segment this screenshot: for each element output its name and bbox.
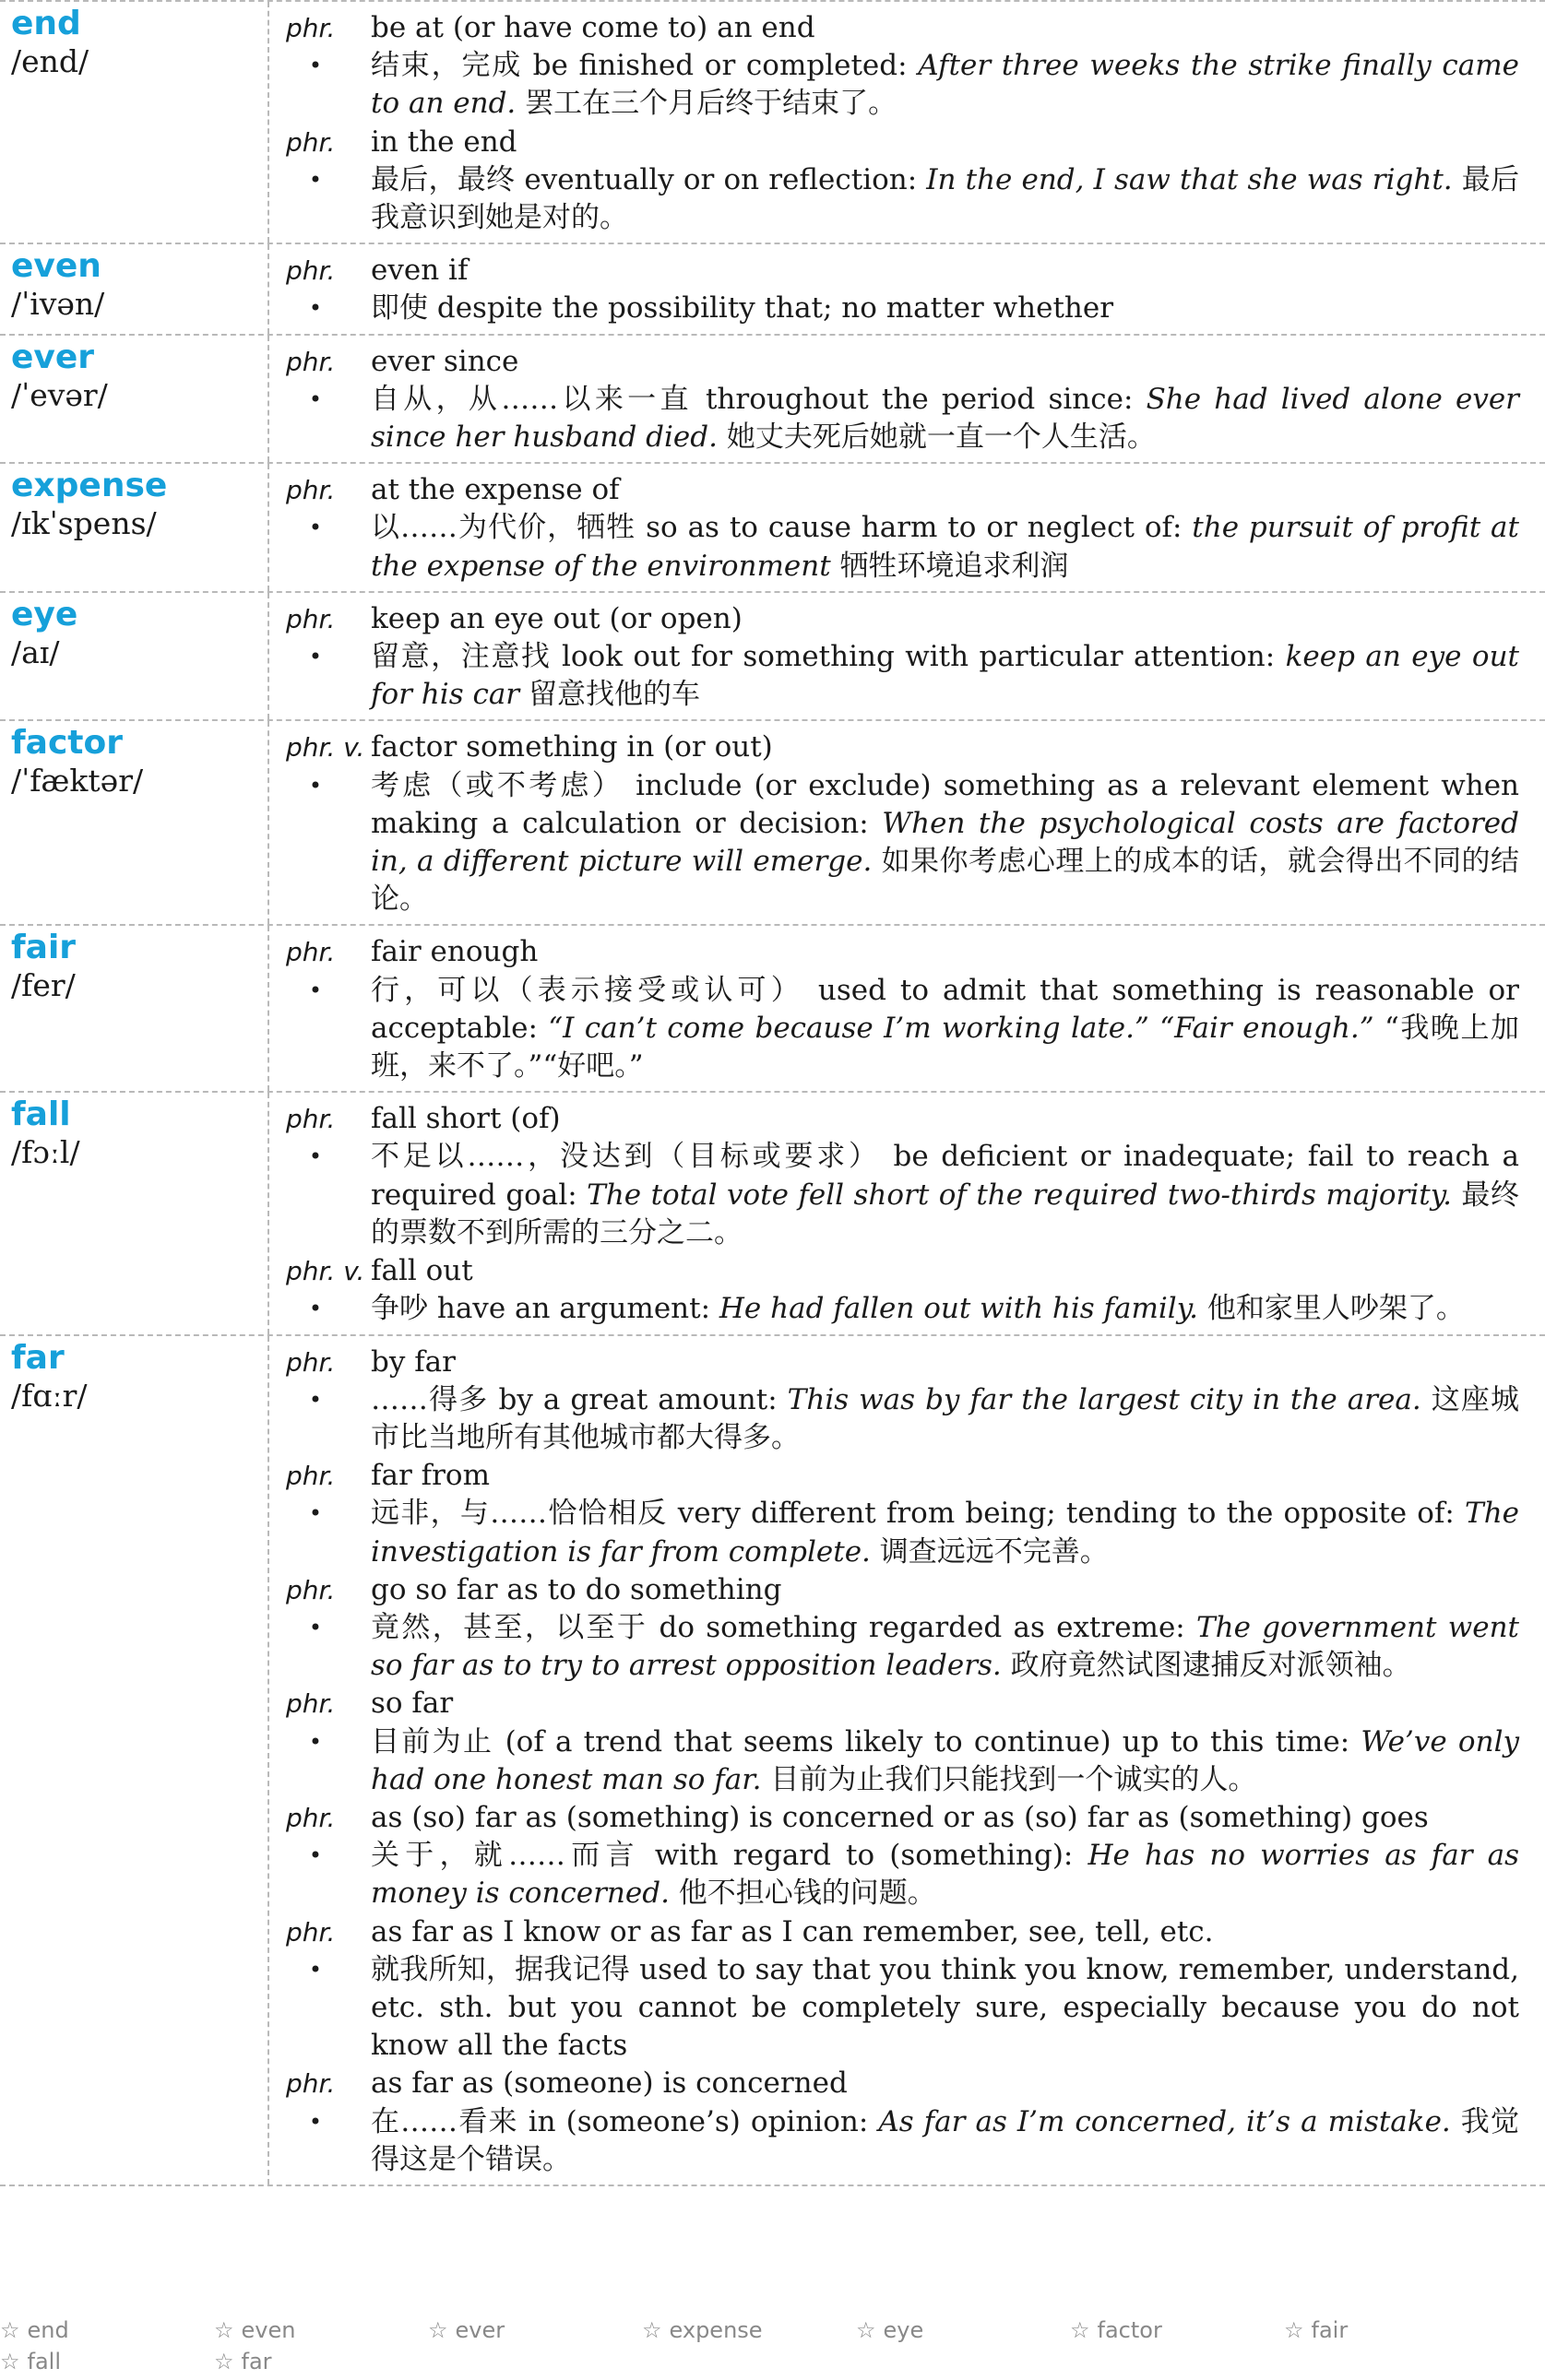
example-sentence: The total vote fell short of the required two-thirds majority. xyxy=(587,1178,1452,1212)
english-definition: be deficient or inadequate; fail to reach a required goal: xyxy=(371,1140,1520,1212)
definition-row xyxy=(286,509,1519,585)
phrase: keep an eye out (or open) xyxy=(371,601,743,635)
part-of-speech-tag: phr. xyxy=(286,937,336,968)
phrase: ever since xyxy=(371,344,519,378)
part-of-speech-tag: phr. xyxy=(286,346,336,377)
entry-far xyxy=(0,1336,1545,2186)
phrase: fall short (of) xyxy=(371,1102,561,1136)
headword: far xyxy=(11,1338,65,1377)
sense-list xyxy=(269,1093,1545,1333)
phrase-row xyxy=(286,1685,1519,1723)
star-icon: ☆ xyxy=(214,2317,234,2343)
part-of-speech-tag: phr. xyxy=(286,2068,336,2100)
chinese-gloss: 最后，最终 xyxy=(371,162,516,196)
example-sentence: the pursuit of profit at the expense of the environment xyxy=(371,511,1519,583)
definition xyxy=(371,767,1519,919)
sense-list xyxy=(269,464,1545,591)
star-icon: ☆ xyxy=(0,2317,20,2343)
example-sentence: keep an eye out for his car xyxy=(371,640,1520,712)
headword-cell xyxy=(0,2,269,243)
headword-cell xyxy=(0,1093,269,1333)
phrase: as far as I know or as far as I can remember, see, tell, etc. xyxy=(371,1914,1214,1948)
pronunciation: /fer/ xyxy=(11,967,76,1004)
footer-link-label[interactable]: end xyxy=(27,2317,69,2343)
definition xyxy=(371,161,1519,237)
phrase-row xyxy=(286,1457,1519,1495)
bullet-icon: • xyxy=(308,515,323,541)
definition xyxy=(371,1138,1519,1252)
footer-link-label[interactable]: fair xyxy=(1311,2317,1349,2343)
definition-row xyxy=(286,381,1519,456)
bullet-icon: • xyxy=(308,295,323,322)
definition xyxy=(371,972,1519,1086)
chinese-gloss: 行，可以（表示接受或认可） xyxy=(371,973,804,1007)
footer-link-expense[interactable] xyxy=(642,2315,856,2346)
footer-link-label[interactable]: ever xyxy=(455,2317,505,2343)
phrase: at the expense of xyxy=(371,473,620,507)
definition-row xyxy=(286,1951,1519,2066)
star-icon: ☆ xyxy=(1070,2317,1090,2343)
footer-link-label[interactable]: expense xyxy=(669,2317,763,2343)
phrase: fair enough xyxy=(371,935,539,969)
example-sentence: “I can’t come because I’m working late.” “Fair enough.” xyxy=(548,1011,1374,1045)
example-translation: 目前为止我们只能找到一个诚实的人。 xyxy=(761,1762,1257,1796)
definition-row xyxy=(286,1381,1519,1457)
footer-links xyxy=(0,2315,1545,2377)
sense-list xyxy=(269,721,1545,924)
definition-row xyxy=(286,972,1519,1086)
part-of-speech-tag: phr. xyxy=(286,255,336,287)
phrase: by far xyxy=(371,1344,456,1379)
example-translation: 他和家里人吵架了。 xyxy=(1197,1292,1465,1326)
footer-link-label[interactable]: far xyxy=(241,2349,272,2374)
chinese-gloss: 争吵 xyxy=(371,1292,428,1326)
bullet-icon: • xyxy=(308,1500,323,1527)
definition-row xyxy=(286,1495,1519,1570)
phrase-row xyxy=(286,728,1519,766)
pronunciation: /end/ xyxy=(11,43,89,79)
example-translation: 留意找他的车 xyxy=(519,678,700,712)
star-icon: ☆ xyxy=(1284,2317,1304,2343)
pronunciation: /aɪ/ xyxy=(11,633,60,670)
star-icon: ☆ xyxy=(856,2317,876,2343)
phrase: factor something in (or out) xyxy=(371,730,773,764)
footer-link-label[interactable]: eye xyxy=(883,2317,924,2343)
pronunciation: /fɑːr/ xyxy=(11,1377,88,1414)
example-sentence: We’ve only had one honest man so far. xyxy=(371,1724,1519,1796)
pronunciation: /fɔːl/ xyxy=(11,1134,80,1171)
english-definition: so as to cause harm to or neglect of: xyxy=(636,511,1193,545)
example-translation: 她丈夫死后她就一直一个人生活。 xyxy=(717,420,1156,455)
footer-index xyxy=(0,2315,1545,2377)
entry-expense xyxy=(0,464,1545,593)
phrase-row xyxy=(286,1913,1519,1951)
footer-link-fair[interactable] xyxy=(1284,2315,1498,2346)
part-of-speech-tag: phr. xyxy=(286,1802,336,1833)
definition xyxy=(371,1837,1519,1912)
bullet-icon: • xyxy=(308,166,323,193)
chinese-gloss: 不足以……，没达到（目标或要求） xyxy=(371,1140,881,1174)
headword-cell xyxy=(0,464,269,591)
sense-list xyxy=(269,244,1545,333)
english-definition: throughout the period since: xyxy=(692,382,1147,416)
phrase-row xyxy=(286,1344,1519,1381)
bullet-icon: • xyxy=(308,1143,323,1170)
headword-cell xyxy=(0,244,269,333)
phrase: even if xyxy=(371,254,469,288)
chinese-gloss: 考虑（或不考虑） xyxy=(371,768,624,802)
bullet-icon: • xyxy=(308,1386,323,1413)
phrase: be at (or have come to) an end xyxy=(371,11,815,44)
pronunciation: /ˈivən/ xyxy=(11,286,105,323)
footer-link-far[interactable] xyxy=(214,2346,428,2377)
bullet-icon: • xyxy=(308,1842,323,1869)
footer-link-end[interactable] xyxy=(0,2315,214,2346)
headword: expense xyxy=(11,467,168,505)
headword: end xyxy=(11,5,81,42)
definition xyxy=(371,1381,1519,1457)
english-definition: (of a trend that seems likely to continue) up to this time: xyxy=(493,1724,1361,1758)
chinese-gloss: 关于，就……而言 xyxy=(371,1839,640,1873)
headword-cell xyxy=(0,926,269,1091)
pronunciation: /ˈevər/ xyxy=(11,376,108,413)
definition-row xyxy=(286,1723,1519,1799)
part-of-speech-tag: phr. xyxy=(286,475,336,506)
headword: eye xyxy=(11,595,78,633)
example-sentence: The investigation is far from complete. xyxy=(371,1497,1520,1569)
english-definition: despite the possibility that; no matter whether xyxy=(428,291,1114,326)
definition-row xyxy=(286,638,1519,714)
english-definition: include (or exclude) something as a relevant element when making a calculation or decision: xyxy=(371,768,1519,840)
headword: factor xyxy=(11,724,123,763)
footer-link-factor[interactable] xyxy=(1070,2315,1284,2346)
phrase-row xyxy=(286,933,1519,971)
headword-cell xyxy=(0,336,269,463)
sense-list xyxy=(269,926,1545,1091)
headword: even xyxy=(11,247,101,286)
example-translation: 牺牲环境追求利润 xyxy=(830,549,1069,583)
entry-eye xyxy=(0,593,1545,722)
definition xyxy=(371,1951,1519,2066)
english-definition: be finished or completed: xyxy=(522,49,919,83)
sense-list xyxy=(269,336,1545,463)
part-of-speech-tag: phr. xyxy=(286,603,336,634)
phrase-row xyxy=(286,343,1519,381)
chinese-gloss: 结束，完成 xyxy=(371,49,523,83)
headword-cell xyxy=(0,593,269,720)
bullet-icon: • xyxy=(308,1728,323,1755)
phrase: far from xyxy=(371,1459,490,1493)
part-of-speech-tag: phr. v. xyxy=(286,732,365,764)
footer-link-label[interactable]: factor xyxy=(1097,2317,1162,2343)
english-definition: eventually or on reflection: xyxy=(515,162,927,196)
star-icon: ☆ xyxy=(214,2349,234,2374)
headword-cell xyxy=(0,721,269,924)
example-sentence: This was by far the largest city in the area. xyxy=(787,1382,1421,1416)
example-translation: 如果你考虑心理上的成本的话，就会得出不同的结论。 xyxy=(371,845,1519,917)
example-translation: 调查远远不完善。 xyxy=(870,1534,1109,1569)
english-definition: used to say that you think you know, remember, understand, etc. sth. but you cannot be completely sure, especially because you do not know all the facts xyxy=(371,1952,1520,2063)
pronunciation: /ˈfæktər/ xyxy=(11,763,144,799)
phrase: as (so) far as (something) is concerned or as (so) far as (something) goes xyxy=(371,1800,1429,1834)
english-definition: in (someone’s) opinion: xyxy=(517,2104,879,2138)
entry-fall xyxy=(0,1093,1545,1335)
entry-end xyxy=(0,0,1545,244)
definition-row xyxy=(286,47,1519,123)
bullet-icon: • xyxy=(308,385,323,412)
part-of-speech-tag: phr. xyxy=(286,1574,336,1605)
english-definition: look out for something with particular attention: xyxy=(551,640,1286,674)
definition-row xyxy=(286,2103,1519,2179)
chinese-gloss: 自从，从……以来一直 xyxy=(371,382,693,416)
chinese-gloss: 在……看来 xyxy=(371,2104,518,2138)
example-sentence: When the psychological costs are factored in, a different picture will emerge. xyxy=(371,806,1519,879)
chinese-gloss: ……得多 xyxy=(371,1382,489,1416)
phrase-row xyxy=(286,600,1519,638)
footer-link-ever[interactable] xyxy=(428,2315,642,2346)
entry-factor xyxy=(0,721,1545,926)
phrase-row xyxy=(286,9,1519,47)
example-sentence: He had fallen out with his family. xyxy=(719,1292,1198,1326)
phrase-row xyxy=(286,1799,1519,1837)
part-of-speech-tag: phr. xyxy=(286,1461,336,1492)
example-translation: “我晚上加班，来不了。”“好吧。” xyxy=(371,1011,1520,1083)
example-translation: 他不担心钱的问题。 xyxy=(669,1877,936,1911)
footer-link-fall[interactable] xyxy=(0,2346,214,2377)
example-sentence: After three weeks the strike finally came to an end. xyxy=(371,49,1519,121)
bullet-icon: • xyxy=(308,772,323,799)
example-sentence: She had lived alone ever since her husband died. xyxy=(371,382,1519,455)
english-definition: do something regarded as extreme: xyxy=(648,1610,1196,1644)
part-of-speech-tag: phr. xyxy=(286,13,336,43)
example-translation: 罢工在三个月后终于结束了。 xyxy=(516,87,897,121)
bullet-icon: • xyxy=(308,2108,323,2135)
entry-ever xyxy=(0,336,1545,465)
definition xyxy=(371,509,1519,585)
entry-fair xyxy=(0,926,1545,1093)
chinese-gloss: 即使 xyxy=(371,291,428,326)
definition-row xyxy=(286,1609,1519,1685)
phrase: so far xyxy=(371,1687,454,1721)
chinese-gloss: 以……为代价，牺牲 xyxy=(371,511,636,545)
example-translation: 最终的票数不到所需的三分之二。 xyxy=(371,1178,1519,1249)
sense-list xyxy=(269,593,1545,720)
phrase: as far as (someone) is concerned xyxy=(371,2066,848,2101)
sense-list xyxy=(269,1336,1545,2185)
phrase-row xyxy=(286,252,1519,290)
headword: ever xyxy=(11,337,95,376)
headword: fall xyxy=(11,1095,71,1134)
english-definition: very different from being; tending to the opposite of: xyxy=(667,1497,1466,1531)
star-icon: ☆ xyxy=(0,2349,20,2374)
definition-row xyxy=(286,1138,1519,1252)
footer-link-label[interactable]: fall xyxy=(27,2349,62,2374)
phrase-row xyxy=(286,1252,1519,1290)
part-of-speech-tag: phr. v. xyxy=(286,1256,365,1287)
chinese-gloss: 就我所知，据我记得 xyxy=(371,1952,631,1986)
definition xyxy=(371,381,1519,456)
phrase-row xyxy=(286,1100,1519,1138)
definition xyxy=(371,290,1519,327)
definition xyxy=(371,2103,1519,2179)
phrase-row xyxy=(286,2065,1519,2102)
star-icon: ☆ xyxy=(642,2317,662,2343)
bullet-icon: • xyxy=(308,644,323,670)
part-of-speech-tag: phr. xyxy=(286,1346,336,1378)
chinese-gloss: 留意，注意找 xyxy=(371,640,552,674)
star-icon: ☆ xyxy=(428,2317,448,2343)
example-sentence: As far as I’m concerned, it’s a mistake. xyxy=(878,2104,1451,2138)
chinese-gloss: 目前为止 xyxy=(371,1724,494,1758)
footer-link-label[interactable]: even xyxy=(241,2317,296,2343)
bullet-icon: • xyxy=(308,1956,323,1983)
english-definition: used to admit that something is reasonable or acceptable: xyxy=(371,973,1520,1045)
example-translation: 最后我意识到她是对的。 xyxy=(371,162,1520,235)
part-of-speech-tag: phr. xyxy=(286,126,336,158)
bullet-icon: • xyxy=(308,1614,323,1640)
part-of-speech-tag: phr. xyxy=(286,1104,336,1135)
example-sentence: He has no worries as far as money is concerned. xyxy=(371,1839,1520,1911)
phrase: go so far as to do something xyxy=(371,1572,782,1606)
headword: fair xyxy=(11,929,77,967)
definition xyxy=(371,1723,1519,1799)
english-definition: by a great amount: xyxy=(488,1382,788,1416)
definition-row xyxy=(286,767,1519,919)
english-definition: have an argument: xyxy=(428,1292,719,1326)
bullet-icon: • xyxy=(308,53,323,79)
definition-row xyxy=(286,1837,1519,1912)
footer-link-eye[interactable] xyxy=(856,2315,1070,2346)
phrase-row xyxy=(286,1571,1519,1609)
phrase: fall out xyxy=(371,1254,473,1288)
chinese-gloss: 竟然，甚至，以至于 xyxy=(371,1610,648,1644)
example-translation: 我觉得这是个错误。 xyxy=(371,2104,1519,2176)
definition-row xyxy=(286,1290,1519,1328)
example-sentence: In the end, I saw that she was right. xyxy=(926,162,1453,196)
bullet-icon: • xyxy=(308,977,323,1003)
sense-list xyxy=(269,2,1545,243)
definition-row xyxy=(286,290,1519,327)
part-of-speech-tag: phr. xyxy=(286,1688,336,1720)
definition xyxy=(371,1609,1519,1685)
phrase-row xyxy=(286,124,1519,161)
entry-even xyxy=(0,244,1545,335)
footer-link-even[interactable] xyxy=(214,2315,428,2346)
definition xyxy=(371,638,1519,714)
example-translation: 这座城市比当地所有其他城市都大得多。 xyxy=(371,1382,1520,1454)
definition xyxy=(371,47,1519,123)
definition xyxy=(371,1495,1519,1570)
definition xyxy=(371,1290,1519,1328)
phrase-row xyxy=(286,471,1519,509)
headword-cell xyxy=(0,1336,269,2185)
chinese-gloss: 远非，与……恰恰相反 xyxy=(371,1497,668,1531)
pronunciation: /ɪkˈspens/ xyxy=(11,505,157,542)
bullet-icon: • xyxy=(308,1296,323,1322)
part-of-speech-tag: phr. xyxy=(286,1916,336,1948)
definition-row xyxy=(286,161,1519,237)
example-translation: 政府竟然试图逮捕反对派领袖。 xyxy=(1001,1649,1411,1683)
example-sentence: The government went so far as to try to arrest opposition leaders. xyxy=(371,1610,1519,1683)
english-definition: with regard to (something): xyxy=(639,1839,1088,1873)
phrase: in the end xyxy=(371,124,517,159)
